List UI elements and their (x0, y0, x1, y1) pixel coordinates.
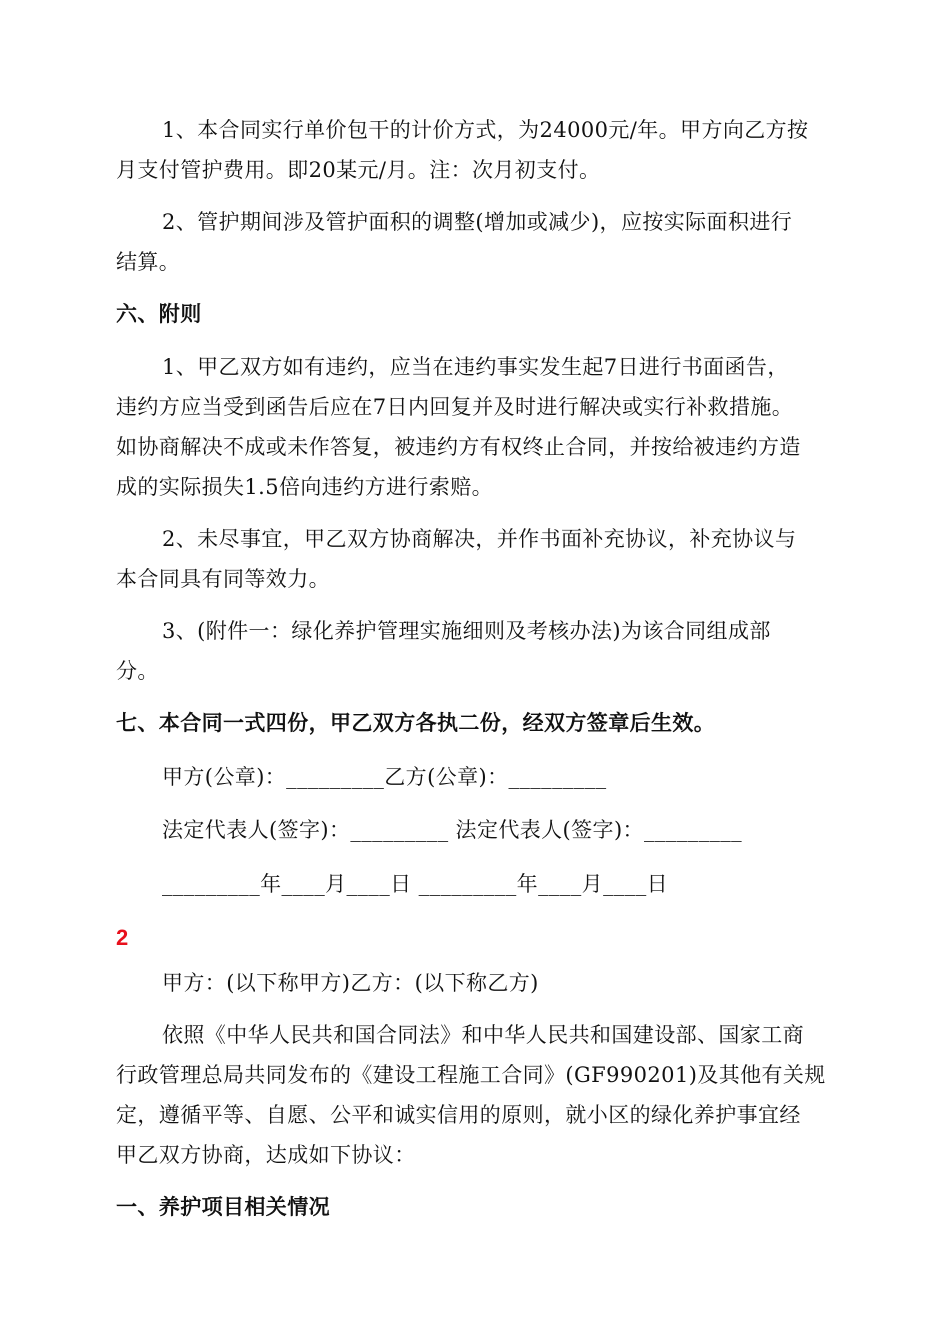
section-7-heading: 七、本合同一式四份，甲乙双方各执二份，经双方签章后生效。 (116, 711, 716, 735)
contract-2-preamble-line-2: 行政管理总局共同发布的《建设工程施工合同》(GF990201)及其他有关规 (116, 1063, 826, 1087)
contract-2-section-1-heading: 一、养护项目相关情况 (116, 1195, 330, 1219)
contract-2-preamble-line-4: 甲乙双方协商，达成如下协议： (116, 1143, 416, 1167)
clause-5-2-line-2: 结算。 (116, 250, 181, 274)
signature-representative-line: 法定代表人(签字)：_________ 法定代表人(签字)：_________ (162, 818, 743, 842)
signature-date-line: _________年____月____日 _________年____月____日 (162, 872, 669, 896)
contract-2-preamble-line-1: 依照《中华人民共和国合同法》和中华人民共和国建设部、国家工商 (162, 1023, 804, 1047)
clause-6-1-line-1: 1、甲乙双方如有违约，应当在违约事实发生起7日进行书面函告， (162, 355, 789, 379)
clause-5-1-line-1: 1、本合同实行单价包干的计价方式，为24000元/年。甲方向乙方按 (162, 118, 809, 142)
contract-2-number: 2 (116, 925, 129, 950)
clause-5-1-line-2: 月支付管护费用。即20某元/月。注：次月初支付。 (116, 158, 601, 182)
clause-6-3-line-1: 3、(附件一：绿化养护管理实施细则及考核办法)为该合同组成部 (162, 619, 771, 643)
clause-6-1-line-2: 违约方应当受到函告后应在7日内回复并及时进行解决或实行补救措施。 (116, 395, 794, 419)
section-6-heading: 六、附则 (116, 302, 202, 326)
clause-6-1-line-4: 成的实际损失1.5倍向违约方进行索赔。 (116, 475, 493, 499)
clause-6-3-line-2: 分。 (116, 659, 159, 683)
clause-6-2-line-2: 本合同具有同等效力。 (116, 567, 330, 591)
contract-2-parties: 甲方：(以下称甲方)乙方：(以下称乙方) (162, 971, 539, 995)
clause-6-2-line-1: 2、未尽事宜，甲乙双方协商解决，并作书面补充协议，补充协议与 (162, 527, 797, 551)
clause-6-1-line-3: 如协商解决不成或未作答复，被违约方有权终止合同，并按给被违约方造 (116, 435, 801, 459)
clause-5-2-line-1: 2、管护期间涉及管护面积的调整(增加或减少)，应按实际面积进行 (162, 210, 793, 234)
signature-seal-line: 甲方(公章)：_________乙方(公章)：_________ (162, 765, 607, 789)
contract-2-preamble-line-3: 定，遵循平等、自愿、公平和诚实信用的原则，就小区的绿化养护事宜经 (116, 1103, 801, 1127)
